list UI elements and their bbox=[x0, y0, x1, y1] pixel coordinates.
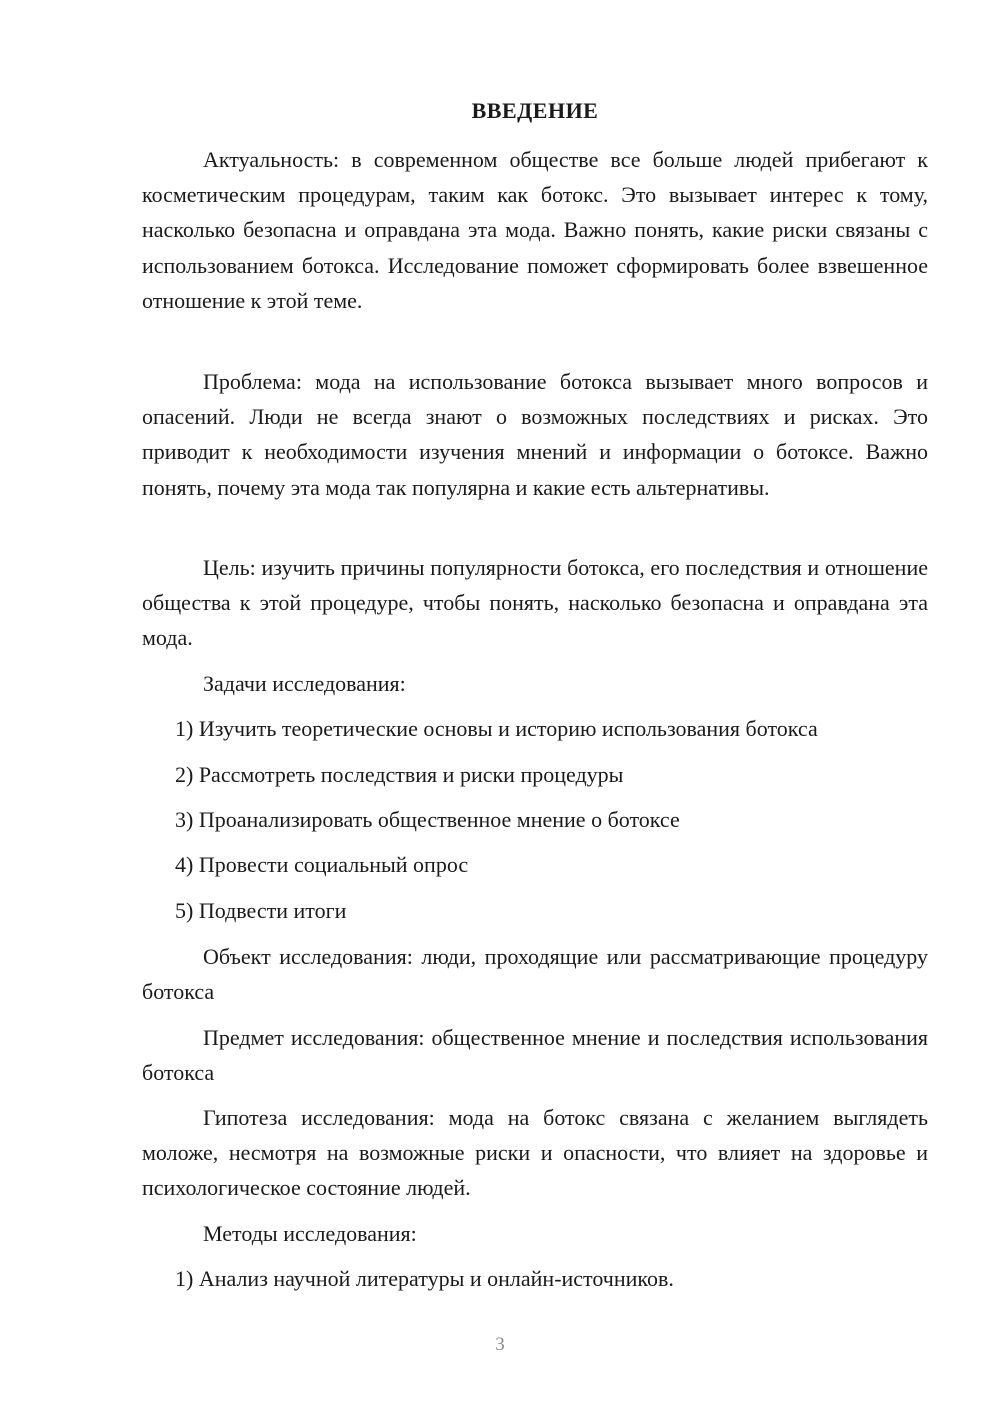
task-item: 3) Проанализировать общественное мнение о ботоксе bbox=[175, 807, 680, 832]
task-item: 1) Изучить теоретические основы и историю использования ботокса bbox=[175, 716, 818, 741]
section-title: ВВЕДЕНИЕ bbox=[471, 98, 599, 123]
task-item: 5) Подвести итоги bbox=[175, 898, 347, 923]
paragraph-problem: Проблема: мода на использование ботокса вызывает много вопросов и опасений. Люди не всегда знают о возможных последствиях и рисках. Это приводит к необходимости изучения мнений и информации о ботоксе. Важно понять, почему эта мода так популярна и какие есть альтернативы. bbox=[142, 369, 928, 500]
paragraph-object: Объект исследования: люди, проходящие или рассматривающие процедуру ботокса bbox=[142, 944, 928, 1005]
paragraph-hypothesis: Гипотеза исследования: мода на ботокс связана с желанием выглядеть моложе, несмотря на возможные риски и опасности, что влияет на здоровье и психологическое состояние людей. bbox=[142, 1105, 928, 1201]
tasks-heading: Задачи исследования: bbox=[203, 671, 406, 696]
methods-heading: Методы исследования: bbox=[203, 1221, 417, 1246]
paragraph-subject: Предмет исследования: общественное мнение и последствия использования ботокса bbox=[142, 1025, 928, 1086]
method-item: 1) Анализ научной литературы и онлайн-источников. bbox=[175, 1266, 674, 1291]
task-item: 2) Рассмотреть последствия и риски процедуры bbox=[175, 762, 624, 787]
page-number: 3 bbox=[495, 1334, 505, 1355]
task-item: 4) Провести социальный опрос bbox=[175, 852, 469, 877]
paragraph-goal: Цель: изучить причины популярности ботокса, его последствия и отношение общества к этой процедуре, чтобы понять, насколько безопасна и оправдана эта мода. bbox=[142, 555, 928, 651]
paragraph-relevance: Актуальность: в современном обществе все больше людей прибегают к косметическим процедурам, таким как ботокс. Это вызывает интерес к тому, насколько безопасна и оправдана эта мода. Важно понять, какие риски связаны с использованием ботокса. Исследование поможет сформировать более взвешенное отношение к этой теме. bbox=[142, 147, 928, 313]
